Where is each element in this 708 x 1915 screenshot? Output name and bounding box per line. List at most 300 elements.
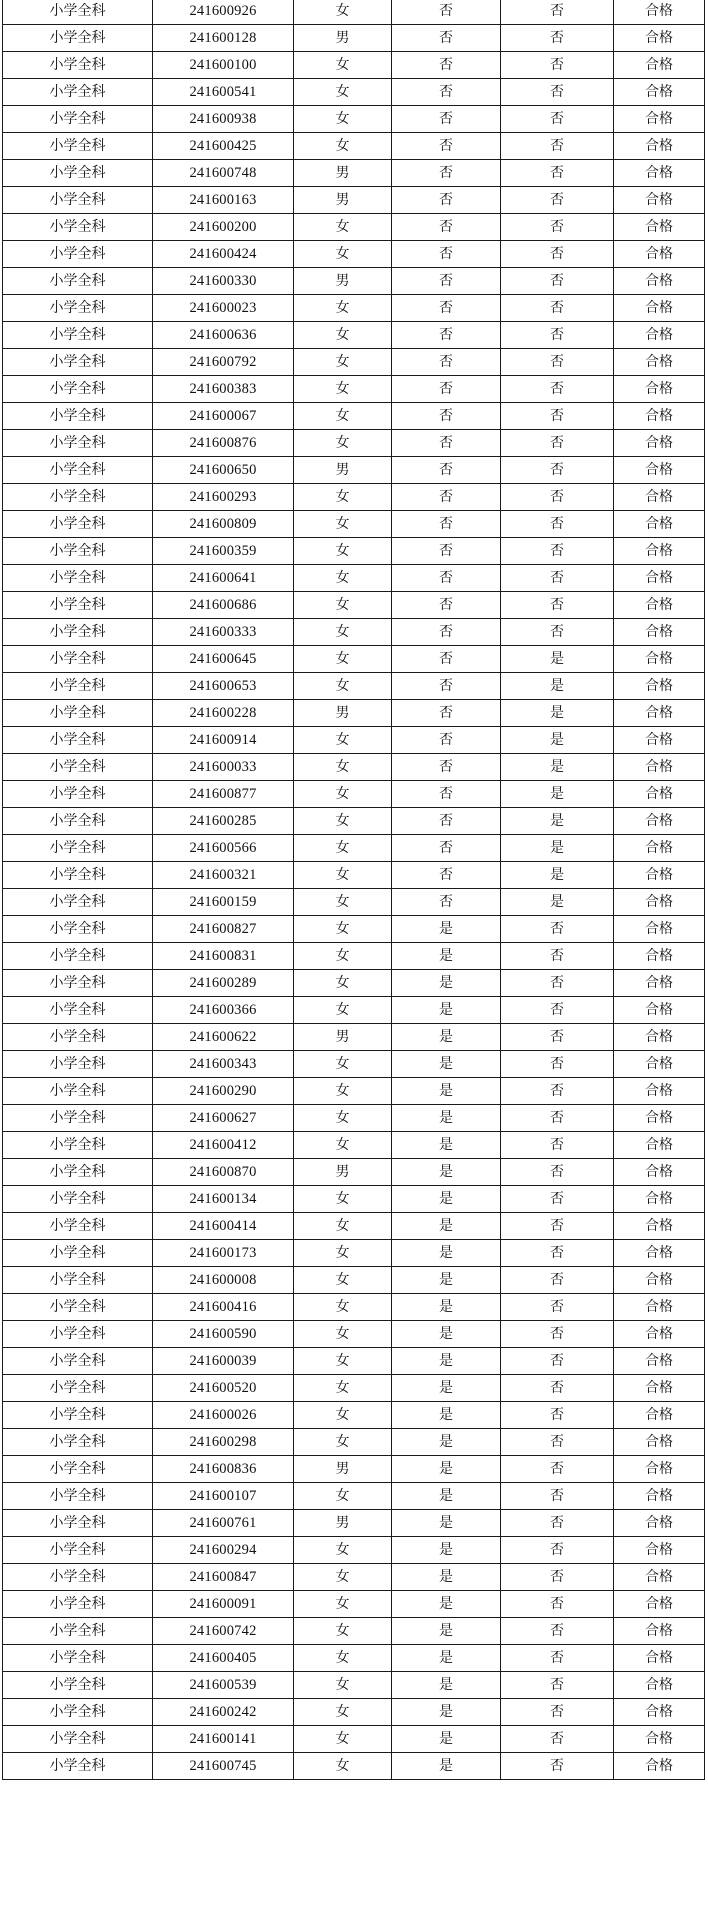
gender-cell: 男 — [294, 700, 392, 727]
flag-a-cell: 否 — [392, 835, 501, 862]
flag-b-cell: 否 — [501, 1348, 614, 1375]
flag-b-cell: 否 — [501, 403, 614, 430]
major-cell: 小学全科 — [3, 1726, 153, 1753]
flag-a-cell: 否 — [392, 646, 501, 673]
candidate-id-cell: 241600405 — [153, 1645, 294, 1672]
flag-b-cell: 否 — [501, 1078, 614, 1105]
flag-b-cell: 否 — [501, 1105, 614, 1132]
gender-cell: 女 — [294, 1240, 392, 1267]
result-cell: 合格 — [614, 322, 705, 349]
gender-cell: 女 — [294, 781, 392, 808]
candidate-id-cell: 241600033 — [153, 754, 294, 781]
flag-b-cell: 否 — [501, 1672, 614, 1699]
flag-a-cell: 否 — [392, 862, 501, 889]
table-row — [3, 1537, 705, 1564]
candidate-id-cell: 241600653 — [153, 673, 294, 700]
flag-b-cell: 否 — [501, 295, 614, 322]
major-cell: 小学全科 — [3, 1024, 153, 1051]
flag-b-cell: 否 — [501, 1267, 614, 1294]
table-row — [3, 376, 705, 403]
flag-b-cell: 否 — [501, 241, 614, 268]
flag-b-cell: 是 — [501, 889, 614, 916]
major-cell: 小学全科 — [3, 484, 153, 511]
candidate-id-cell: 241600914 — [153, 727, 294, 754]
candidate-id-cell: 241600520 — [153, 1375, 294, 1402]
flag-a-cell: 否 — [392, 187, 501, 214]
flag-a-cell: 否 — [392, 484, 501, 511]
flag-a-cell: 是 — [392, 1078, 501, 1105]
gender-cell: 女 — [294, 1753, 392, 1780]
table-row — [3, 511, 705, 538]
flag-a-cell: 否 — [392, 79, 501, 106]
result-cell: 合格 — [614, 1672, 705, 1699]
candidate-id-cell: 241600330 — [153, 268, 294, 295]
major-cell: 小学全科 — [3, 781, 153, 808]
flag-a-cell: 否 — [392, 538, 501, 565]
result-cell: 合格 — [614, 0, 705, 25]
gender-cell: 女 — [294, 1267, 392, 1294]
flag-a-cell: 是 — [392, 1240, 501, 1267]
flag-a-cell: 否 — [392, 0, 501, 25]
flag-a-cell: 否 — [392, 511, 501, 538]
candidate-id-cell: 241600298 — [153, 1429, 294, 1456]
candidate-id-cell: 241600539 — [153, 1672, 294, 1699]
gender-cell: 女 — [294, 538, 392, 565]
flag-a-cell: 否 — [392, 592, 501, 619]
candidate-id-cell: 241600134 — [153, 1186, 294, 1213]
result-cell: 合格 — [614, 1564, 705, 1591]
table-row — [3, 187, 705, 214]
table-row — [3, 1429, 705, 1456]
flag-a-cell: 是 — [392, 1132, 501, 1159]
result-cell: 合格 — [614, 916, 705, 943]
flag-b-cell: 否 — [501, 349, 614, 376]
major-cell: 小学全科 — [3, 1375, 153, 1402]
flag-b-cell: 否 — [501, 1159, 614, 1186]
major-cell: 小学全科 — [3, 1294, 153, 1321]
flag-b-cell: 否 — [501, 79, 614, 106]
flag-b-cell: 否 — [501, 106, 614, 133]
candidate-id-cell: 241600023 — [153, 295, 294, 322]
candidate-id-cell: 241600290 — [153, 1078, 294, 1105]
major-cell: 小学全科 — [3, 1645, 153, 1672]
major-cell: 小学全科 — [3, 268, 153, 295]
gender-cell: 男 — [294, 187, 392, 214]
result-cell: 合格 — [614, 970, 705, 997]
result-cell: 合格 — [614, 1051, 705, 1078]
candidate-id-cell: 241600809 — [153, 511, 294, 538]
flag-b-cell: 否 — [501, 1213, 614, 1240]
result-cell: 合格 — [614, 808, 705, 835]
flag-a-cell: 是 — [392, 997, 501, 1024]
flag-b-cell: 否 — [501, 511, 614, 538]
candidate-id-cell: 241600163 — [153, 187, 294, 214]
major-cell: 小学全科 — [3, 295, 153, 322]
table-row — [3, 1699, 705, 1726]
flag-a-cell: 否 — [392, 700, 501, 727]
result-cell: 合格 — [614, 781, 705, 808]
flag-b-cell: 是 — [501, 781, 614, 808]
result-cell: 合格 — [614, 106, 705, 133]
flag-b-cell: 否 — [501, 52, 614, 79]
flag-b-cell: 否 — [501, 619, 614, 646]
result-cell: 合格 — [614, 1726, 705, 1753]
major-cell: 小学全科 — [3, 1429, 153, 1456]
flag-b-cell: 是 — [501, 646, 614, 673]
gender-cell: 女 — [294, 1294, 392, 1321]
flag-a-cell: 是 — [392, 1348, 501, 1375]
candidate-id-cell: 241600008 — [153, 1267, 294, 1294]
candidate-id-cell: 241600650 — [153, 457, 294, 484]
flag-a-cell: 是 — [392, 1186, 501, 1213]
result-cell: 合格 — [614, 997, 705, 1024]
flag-b-cell: 否 — [501, 25, 614, 52]
flag-a-cell: 否 — [392, 565, 501, 592]
gender-cell: 女 — [294, 889, 392, 916]
flag-a-cell: 是 — [392, 970, 501, 997]
candidate-id-cell: 241600333 — [153, 619, 294, 646]
flag-b-cell: 否 — [501, 1483, 614, 1510]
candidate-id-cell: 241600366 — [153, 997, 294, 1024]
major-cell: 小学全科 — [3, 889, 153, 916]
flag-a-cell: 是 — [392, 1321, 501, 1348]
gender-cell: 女 — [294, 1213, 392, 1240]
flag-b-cell: 否 — [501, 997, 614, 1024]
table-row — [3, 1672, 705, 1699]
gender-cell: 女 — [294, 1186, 392, 1213]
major-cell: 小学全科 — [3, 916, 153, 943]
flag-b-cell: 否 — [501, 1645, 614, 1672]
flag-a-cell: 否 — [392, 295, 501, 322]
major-cell: 小学全科 — [3, 1267, 153, 1294]
candidate-id-cell: 241600742 — [153, 1618, 294, 1645]
gender-cell: 女 — [294, 106, 392, 133]
flag-a-cell: 是 — [392, 1591, 501, 1618]
gender-cell: 女 — [294, 214, 392, 241]
candidate-id-cell: 241600424 — [153, 241, 294, 268]
table-row — [3, 1159, 705, 1186]
result-cell: 合格 — [614, 1078, 705, 1105]
major-cell: 小学全科 — [3, 25, 153, 52]
flag-b-cell: 否 — [501, 0, 614, 25]
gender-cell: 女 — [294, 1726, 392, 1753]
table-row — [3, 727, 705, 754]
result-cell: 合格 — [614, 1402, 705, 1429]
table-row — [3, 133, 705, 160]
table-row — [3, 673, 705, 700]
table-row — [3, 1456, 705, 1483]
results-table — [2, 0, 705, 1780]
candidate-id-cell: 241600242 — [153, 1699, 294, 1726]
table-row — [3, 997, 705, 1024]
major-cell: 小学全科 — [3, 619, 153, 646]
table-row — [3, 565, 705, 592]
candidate-id-cell: 241600321 — [153, 862, 294, 889]
major-cell: 小学全科 — [3, 1105, 153, 1132]
result-cell: 合格 — [614, 1132, 705, 1159]
candidate-id-cell: 241600748 — [153, 160, 294, 187]
major-cell: 小学全科 — [3, 1591, 153, 1618]
table-row — [3, 1483, 705, 1510]
flag-a-cell: 是 — [392, 1645, 501, 1672]
table-row — [3, 1186, 705, 1213]
result-cell: 合格 — [614, 700, 705, 727]
gender-cell: 女 — [294, 1591, 392, 1618]
result-cell: 合格 — [614, 835, 705, 862]
major-cell: 小学全科 — [3, 862, 153, 889]
table-row — [3, 754, 705, 781]
result-cell: 合格 — [614, 1537, 705, 1564]
candidate-id-cell: 241600107 — [153, 1483, 294, 1510]
gender-cell: 女 — [294, 322, 392, 349]
major-cell: 小学全科 — [3, 565, 153, 592]
candidate-id-cell: 241600425 — [153, 133, 294, 160]
major-cell: 小学全科 — [3, 1402, 153, 1429]
gender-cell: 女 — [294, 511, 392, 538]
result-cell: 合格 — [614, 565, 705, 592]
table-row — [3, 457, 705, 484]
major-cell: 小学全科 — [3, 754, 153, 781]
result-cell: 合格 — [614, 295, 705, 322]
result-cell: 合格 — [614, 1321, 705, 1348]
result-cell: 合格 — [614, 1267, 705, 1294]
table-row — [3, 781, 705, 808]
flag-b-cell: 是 — [501, 835, 614, 862]
gender-cell: 女 — [294, 1105, 392, 1132]
candidate-id-cell: 241600792 — [153, 349, 294, 376]
table-row — [3, 0, 705, 25]
result-cell: 合格 — [614, 133, 705, 160]
flag-b-cell: 否 — [501, 457, 614, 484]
major-cell: 小学全科 — [3, 1510, 153, 1537]
flag-b-cell: 否 — [501, 1402, 614, 1429]
flag-b-cell: 否 — [501, 1240, 614, 1267]
flag-a-cell: 是 — [392, 1105, 501, 1132]
flag-b-cell: 否 — [501, 970, 614, 997]
gender-cell: 女 — [294, 1051, 392, 1078]
table-row — [3, 1267, 705, 1294]
major-cell: 小学全科 — [3, 106, 153, 133]
flag-a-cell: 是 — [392, 1537, 501, 1564]
flag-a-cell: 否 — [392, 322, 501, 349]
table-row — [3, 538, 705, 565]
result-cell: 合格 — [614, 619, 705, 646]
gender-cell: 女 — [294, 916, 392, 943]
flag-a-cell: 否 — [392, 376, 501, 403]
candidate-id-cell: 241600877 — [153, 781, 294, 808]
table-row — [3, 349, 705, 376]
candidate-id-cell: 241600383 — [153, 376, 294, 403]
flag-b-cell: 否 — [501, 1456, 614, 1483]
result-cell: 合格 — [614, 52, 705, 79]
result-cell: 合格 — [614, 1483, 705, 1510]
flag-b-cell: 否 — [501, 1186, 614, 1213]
flag-a-cell: 否 — [392, 457, 501, 484]
candidate-id-cell: 241600128 — [153, 25, 294, 52]
candidate-id-cell: 241600173 — [153, 1240, 294, 1267]
flag-a-cell: 是 — [392, 1159, 501, 1186]
flag-b-cell: 否 — [501, 1321, 614, 1348]
flag-b-cell: 否 — [501, 1375, 614, 1402]
result-cell: 合格 — [614, 1699, 705, 1726]
flag-b-cell: 否 — [501, 268, 614, 295]
candidate-id-cell: 241600938 — [153, 106, 294, 133]
major-cell: 小学全科 — [3, 1618, 153, 1645]
gender-cell: 男 — [294, 25, 392, 52]
flag-a-cell: 否 — [392, 25, 501, 52]
table-row — [3, 1321, 705, 1348]
gender-cell: 女 — [294, 1618, 392, 1645]
flag-a-cell: 否 — [392, 754, 501, 781]
major-cell: 小学全科 — [3, 376, 153, 403]
major-cell: 小学全科 — [3, 430, 153, 457]
flag-a-cell: 是 — [392, 1726, 501, 1753]
flag-b-cell: 是 — [501, 673, 614, 700]
gender-cell: 女 — [294, 1132, 392, 1159]
result-cell: 合格 — [614, 214, 705, 241]
gender-cell: 男 — [294, 1510, 392, 1537]
table-row — [3, 1510, 705, 1537]
flag-a-cell: 否 — [392, 52, 501, 79]
result-cell: 合格 — [614, 1348, 705, 1375]
flag-a-cell: 否 — [392, 241, 501, 268]
table-row — [3, 1618, 705, 1645]
table-row — [3, 268, 705, 295]
flag-a-cell: 是 — [392, 1267, 501, 1294]
flag-a-cell: 否 — [392, 160, 501, 187]
gender-cell: 女 — [294, 403, 392, 430]
major-cell: 小学全科 — [3, 79, 153, 106]
table-row — [3, 1024, 705, 1051]
major-cell: 小学全科 — [3, 727, 153, 754]
table-row — [3, 52, 705, 79]
result-cell: 合格 — [614, 1159, 705, 1186]
table-row — [3, 1213, 705, 1240]
flag-b-cell: 否 — [501, 133, 614, 160]
candidate-id-cell: 241600827 — [153, 916, 294, 943]
candidate-id-cell: 241600414 — [153, 1213, 294, 1240]
gender-cell: 女 — [294, 52, 392, 79]
flag-b-cell: 否 — [501, 1564, 614, 1591]
flag-a-cell: 是 — [392, 1699, 501, 1726]
major-cell: 小学全科 — [3, 1186, 153, 1213]
result-cell: 合格 — [614, 1429, 705, 1456]
table-row — [3, 619, 705, 646]
table-row — [3, 295, 705, 322]
candidate-id-cell: 241600876 — [153, 430, 294, 457]
major-cell: 小学全科 — [3, 970, 153, 997]
table-row — [3, 646, 705, 673]
gender-cell: 女 — [294, 970, 392, 997]
gender-cell: 女 — [294, 943, 392, 970]
gender-cell: 男 — [294, 1456, 392, 1483]
result-cell: 合格 — [614, 727, 705, 754]
result-cell: 合格 — [614, 430, 705, 457]
flag-a-cell: 是 — [392, 1618, 501, 1645]
flag-a-cell: 否 — [392, 106, 501, 133]
result-cell: 合格 — [614, 160, 705, 187]
flag-a-cell: 否 — [392, 349, 501, 376]
result-cell: 合格 — [614, 187, 705, 214]
flag-a-cell: 否 — [392, 889, 501, 916]
result-cell: 合格 — [614, 1294, 705, 1321]
gender-cell: 女 — [294, 1699, 392, 1726]
gender-cell: 男 — [294, 1024, 392, 1051]
flag-b-cell: 否 — [501, 943, 614, 970]
candidate-id-cell: 241600067 — [153, 403, 294, 430]
result-cell: 合格 — [614, 376, 705, 403]
gender-cell: 女 — [294, 0, 392, 25]
gender-cell: 女 — [294, 1078, 392, 1105]
flag-b-cell: 否 — [501, 1537, 614, 1564]
candidate-id-cell: 241600622 — [153, 1024, 294, 1051]
gender-cell: 女 — [294, 376, 392, 403]
flag-b-cell: 否 — [501, 1753, 614, 1780]
major-cell: 小学全科 — [3, 943, 153, 970]
major-cell: 小学全科 — [3, 1078, 153, 1105]
gender-cell: 男 — [294, 1159, 392, 1186]
gender-cell: 女 — [294, 1321, 392, 1348]
table-row — [3, 79, 705, 106]
candidate-id-cell: 241600541 — [153, 79, 294, 106]
flag-b-cell: 否 — [501, 592, 614, 619]
table-row — [3, 241, 705, 268]
candidate-id-cell: 241600412 — [153, 1132, 294, 1159]
candidate-id-cell: 241600026 — [153, 1402, 294, 1429]
major-cell: 小学全科 — [3, 160, 153, 187]
flag-a-cell: 否 — [392, 430, 501, 457]
major-cell: 小学全科 — [3, 673, 153, 700]
candidate-id-cell: 241600870 — [153, 1159, 294, 1186]
candidate-id-cell: 241600627 — [153, 1105, 294, 1132]
gender-cell: 女 — [294, 295, 392, 322]
major-cell: 小学全科 — [3, 1213, 153, 1240]
flag-b-cell: 是 — [501, 727, 614, 754]
candidate-id-cell: 241600645 — [153, 646, 294, 673]
flag-b-cell: 否 — [501, 1051, 614, 1078]
flag-a-cell: 是 — [392, 1375, 501, 1402]
candidate-id-cell: 241600831 — [153, 943, 294, 970]
major-cell: 小学全科 — [3, 1564, 153, 1591]
flag-b-cell: 否 — [501, 1618, 614, 1645]
flag-a-cell: 是 — [392, 1429, 501, 1456]
result-cell: 合格 — [614, 349, 705, 376]
flag-b-cell: 否 — [501, 1726, 614, 1753]
gender-cell: 女 — [294, 565, 392, 592]
result-cell: 合格 — [614, 457, 705, 484]
flag-b-cell: 否 — [501, 214, 614, 241]
major-cell: 小学全科 — [3, 187, 153, 214]
flag-a-cell: 是 — [392, 943, 501, 970]
candidate-id-cell: 241600686 — [153, 592, 294, 619]
flag-a-cell: 否 — [392, 808, 501, 835]
result-cell: 合格 — [614, 1456, 705, 1483]
flag-b-cell: 否 — [501, 538, 614, 565]
result-cell: 合格 — [614, 1375, 705, 1402]
table-row — [3, 1375, 705, 1402]
table-row — [3, 835, 705, 862]
table-row — [3, 889, 705, 916]
flag-a-cell: 是 — [392, 1564, 501, 1591]
major-cell: 小学全科 — [3, 214, 153, 241]
candidate-id-cell: 241600200 — [153, 214, 294, 241]
major-cell: 小学全科 — [3, 133, 153, 160]
table-row — [3, 808, 705, 835]
candidate-id-cell: 241600745 — [153, 1753, 294, 1780]
gender-cell: 女 — [294, 1375, 392, 1402]
table-row — [3, 592, 705, 619]
flag-a-cell: 是 — [392, 1294, 501, 1321]
